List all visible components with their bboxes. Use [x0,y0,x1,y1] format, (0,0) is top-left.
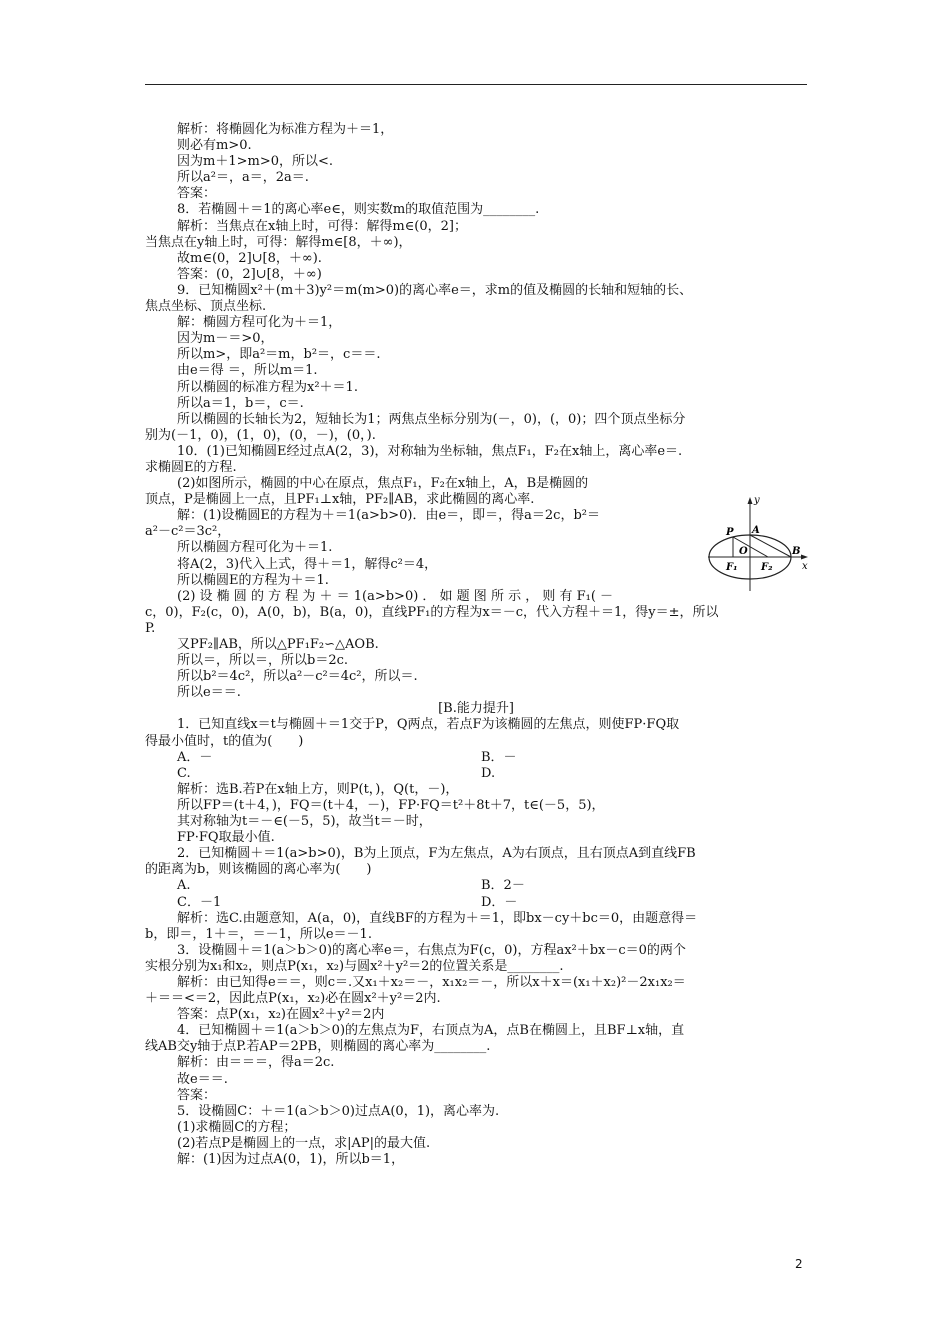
text-line: 故m∈(0，2]∪[8，＋∞). [177,250,322,266]
text-line: 解析：由已知得e＝＝，则c＝.又x₁＋x₂＝－，x₁x₂＝－，所以x＋x＝(x₁＋x₂)²－2x₁x₂＝ [177,974,686,990]
text-line: 解析：由＝＝＝，得a＝2c. [177,1055,335,1071]
text-line: 解：(1)设椭圆E的方程为＋＝1(a>b>0)．由e＝，即＝，得a＝2c，b²＝ [177,508,600,524]
question-1: 1．已知直线x＝t与椭圆＋＝1交于P，Q两点，若点F为该椭圆的左焦点，则使FP·FQ取 [177,717,680,733]
ellipse-figure [706,495,810,595]
text-line: (1)求椭圆C的方程； [177,1119,297,1135]
text-line: 得最小值时，t的值为( ) [145,733,304,749]
choice-b: B．－ [481,749,517,765]
problem-10: 10．(1)已知椭圆E经过点A(2，3)，对称轴为坐标轴，焦点F₁，F₂在x轴上，离心率e＝. [177,443,683,459]
choice-row [145,878,807,894]
text-line: 将A(2，3)代入上式，得＋＝1，解得c²＝4， [177,556,438,572]
choice-row [145,766,807,782]
axis-label-x: x [802,561,808,572]
text-line: FP·FQ取最小值. [177,830,275,846]
section-heading: [B.能力提升] [438,701,514,717]
text-line: 因为m－＝>0， [177,331,274,347]
text-line: 解析：当焦点在x轴上时，可得：解得m∈(0，2]； [177,218,467,234]
text-line: 所以b²＝4c²，所以a²－c²＝4c²，所以＝. [177,669,418,685]
text-line: 又PF₂∥AB，所以△PF₁F₂∽△AOB. [177,637,379,652]
text-line: 所以椭圆E的方程为＋＝1. [177,572,329,588]
text-line: 别为(－1，0)，(1，0)，(0，－)，(0，). [145,427,376,443]
question-5: 5．设椭圆C：＋＝1(a＞b＞0)过点A(0，1)，离心率为. [177,1103,500,1119]
text-line: 解：椭圆方程可化为＋＝1， [177,315,342,331]
text-line: 所以a²＝，a＝，2a＝. [177,170,309,186]
text-line: 其对称轴为t＝－∈(－5，5)，故当t＝－时， [177,814,432,830]
text-line: 所以e＝＝. [177,685,241,701]
text-line: 所以m>，即a²＝m，b²＝，c＝＝. [177,347,381,363]
document-body [145,122,807,1168]
choice-d: D. [481,765,496,781]
text-line: 解：(1)因为过点A(0，1)，所以b＝1， [177,1152,405,1167]
problem-9: 9．已知椭圆x²＋(m＋3)y²＝m(m>0)的离心率e＝，求m的值及椭圆的长轴和短轴的长、 [177,282,693,298]
text-line: 解析：选C.由题意知，A(a，0)，直线BF的方程为＋＝1，即bx－cy＋bc＝0，由题意得＝ [177,910,698,926]
text-line: 所以椭圆的长轴长为2，短轴长为1；两焦点坐标分别为(－，0)，(，0)；四个顶点坐标分 [177,411,686,427]
axis-label-y: y [754,495,760,506]
text-line: 线AB交y轴于点P.若AP＝2PB，则椭圆的离心率为________. [145,1039,491,1055]
text-line: 解析：将椭圆化为标准方程为＋＝1， [177,122,394,137]
text-line: 因为m＋1>m>0，所以<. [177,154,334,170]
text-line: 则必有m>0. [177,138,252,154]
text-line: 答案： [177,1087,217,1103]
choice-a: A. [177,878,191,894]
choice-d: D．－ [481,894,518,910]
choice-a: A．－ [177,749,213,765]
text-line: P. [145,620,156,636]
text-line: 顶点，P是椭圆上一点，且PF₁⊥x轴，PF₂∥AB，求此椭圆的离心率. [145,492,535,508]
text-line: 所以a＝1，b＝，c＝. [177,395,304,411]
choice-c: C. [177,765,191,781]
text-line: (2) 设 椭 圆 的 方 程 为 ＋ ＝ 1(a>b>0) ． 如 题 图 所 示 ， 则 有 F₁( － [177,588,614,604]
point-label-o: O [739,546,748,557]
text-line: 答案：(0，2]∪[8，＋∞) [177,266,322,282]
point-label-b: B [792,546,801,557]
text-line: 故e＝＝. [177,1071,228,1087]
text-line: 求椭圆E的方程. [145,459,237,475]
choice-row [145,750,807,766]
text-line: 焦点坐标、顶点坐标. [145,299,267,315]
text-line: 所以椭圆方程可化为＋＝1. [177,540,333,556]
text-line: 答案： [177,186,217,202]
text-line: 实根分别为x₁和x₂，则点P(x₁，x₂)与圆x²＋y²＝2的位置关系是________. [145,958,564,974]
text-line: c，0)，F₂(c，0)，A(0，b)，B(a，0)，直线PF₁的方程为x＝－c，代入方程＋＝1，得y＝±，所以 [145,604,719,620]
text-line: 当焦点在y轴上时，可得：解得m∈[8，＋∞)， [145,234,412,250]
question-4: 4．已知椭圆＋＝1(a＞b＞0)的左焦点为F，右顶点为A，点B在椭圆上，且BF⊥x轴，直 [177,1023,685,1039]
point-label-f1: F₁ [726,562,738,573]
question-3: 3．设椭圆＋＝1(a＞b＞0)的离心率e＝，右焦点为F(c，0)，方程ax²＋bx－c＝0的两个 [177,942,686,958]
text-line: a²－c²＝3c²， [145,524,231,540]
text-line: 所以＝，所以＝，所以b＝2c. [177,653,349,669]
text-line: (2)若点P是椭圆上的一点，求|AP|的最大值. [177,1135,431,1151]
text-line: 所以椭圆的标准方程为x²＋＝1. [177,379,358,395]
point-label-p: P [726,527,734,538]
problem-8: 8．若椭圆＋＝1的离心率e∈，则实数m的取值范围为________. [177,202,540,218]
text-line: 由e＝得 ＝，所以m＝1. [177,363,318,379]
text-line: ＋＝＝<＝2，因此点P(x₁，x₂)必在圆x²＋y²＝2内. [145,991,441,1007]
text-line: 答案：点P(x₁，x₂)在圆x²＋y²＝2内 [177,1007,385,1023]
text-line: (2)如图所示，椭圆的中心在原点，焦点F₁，F₂在x轴上，A，B是椭圆的 [177,476,589,492]
text-line: 解析：选B.若P在x轴上方，则P(t，)，Q(t，－)， [177,781,459,797]
choice-c: C．－1 [177,894,222,910]
page-number: 2 [795,1257,803,1271]
text-line: 的距离为b，则该椭圆的离心率为( ) [145,862,372,878]
question-2: 2．已知椭圆＋＝1(a>b>0)，B为上顶点，F为左焦点，A为右顶点，且右顶点A到直线FB [177,846,696,862]
point-label-a: A [752,525,760,536]
choice-row [145,895,807,911]
text-line: 所以FP＝(t＋4，)，FQ＝(t＋4，－)，FP·FQ＝t²＋8t＋7，t∈(－5，5)， [177,797,605,813]
choice-b: B．2－ [481,878,525,894]
text-line: b，即＝，1＋＝，＝－1，所以e＝－1. [145,926,372,942]
header-rule [145,84,807,85]
point-label-f2: F₂ [761,562,773,573]
